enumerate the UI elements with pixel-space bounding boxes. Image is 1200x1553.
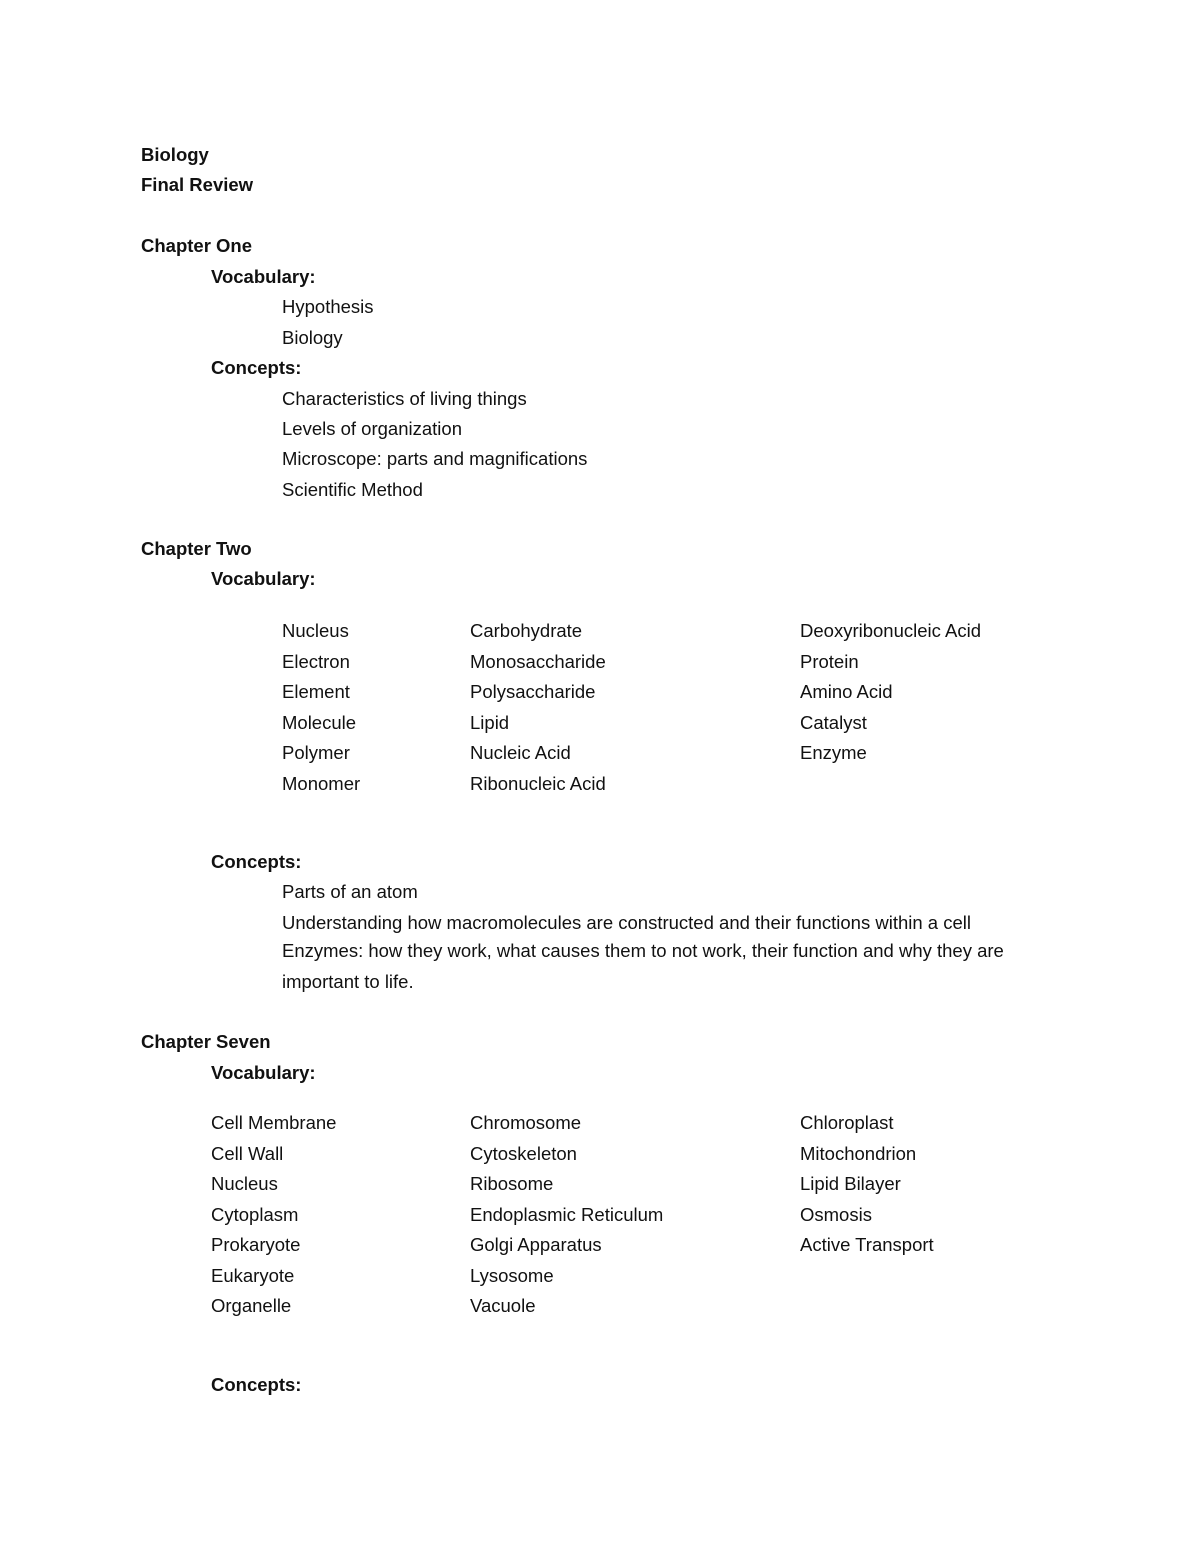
vocab-term: Active Transport [800,1234,934,1255]
vocab-term: Carbohydrate [470,620,583,641]
chapter-seven-vocab-column-2 [470,1114,663,1328]
vocab-term: Monosaccharide [470,650,606,672]
chapter-one-concept-item: Characteristics of living things [282,388,527,409]
chapter-seven-vocab-column-1 [211,1114,336,1328]
chapter-two-concept-item: Parts of an atom [282,881,418,902]
vocab-term: Eukaryote [211,1264,295,1286]
vocab-term: Chromosome [470,1112,582,1133]
vocab-term: Nucleus [211,1173,278,1194]
vocab-term: Catalyst [800,711,867,733]
document-subtitle: Final Review [141,174,254,195]
chapter-one-concept-item: Levels of organization [282,418,462,439]
chapter-two-concept-item: Understanding how macromolecules are constructed and their functions within a cell [282,912,971,933]
vocab-term: Organelle [211,1295,292,1316]
chapter-two-heading: Chapter Two [141,538,252,559]
chapter-one-heading: Chapter One [141,235,253,256]
vocab-term: Polymer [282,742,350,763]
chapter-one-concept-item: Scientific Method [282,479,423,500]
chapter-seven-concepts-heading: Concepts: [211,1374,302,1395]
chapter-two-vocab-column-3 [800,622,981,775]
vocab-term: Ribosome [470,1173,554,1194]
vocab-term: Lysosome [470,1264,554,1286]
chapter-two-vocab-column-2 [470,622,606,805]
vocab-term: Deoxyribonucleic Acid [800,620,981,641]
chapter-one-vocab-item: Hypothesis [282,296,374,317]
vocab-term: Mitochondrion [800,1142,917,1164]
vocab-term: Cell Membrane [211,1112,337,1133]
chapter-seven-heading: Chapter Seven [141,1031,271,1052]
vocab-term: Element [282,681,350,702]
vocab-term: Nucleic Acid [470,742,571,763]
vocab-term: Golgi Apparatus [470,1234,602,1255]
vocab-term: Protein [800,650,859,672]
vocab-term: Electron [282,650,350,672]
chapter-two-concept-item: Enzymes: how they work, what causes them to not work, their function and why they are important to life. [282,940,1004,992]
vocab-term: Nucleus [282,620,349,641]
vocab-term: Monomer [282,772,361,794]
chapter-two-vocab-column-1 [282,622,360,805]
chapter-two-vocab-heading: Vocabulary: [211,568,316,589]
document-title: Biology [141,144,209,165]
vocab-term: Vacuole [470,1295,536,1316]
vocab-term: Cytoskeleton [470,1142,577,1164]
vocab-term: Chloroplast [800,1112,894,1133]
vocab-term: Molecule [282,711,357,733]
vocab-term: Lipid [470,711,510,733]
chapter-seven-vocab-column-3 [800,1114,934,1267]
chapter-one-concepts-heading: Concepts: [211,357,302,378]
vocab-term: Endoplasmic Reticulum [470,1203,664,1225]
chapter-seven-vocab-heading: Vocabulary: [211,1062,316,1083]
vocab-term: Amino Acid [800,681,893,702]
vocab-term: Ribonucleic Acid [470,772,606,794]
vocab-term: Prokaryote [211,1234,301,1255]
chapter-one-vocab-heading: Vocabulary: [211,266,316,287]
chapter-one-vocab-item: Biology [282,327,343,348]
vocab-term: Cell Wall [211,1142,284,1164]
vocab-term: Enzyme [800,742,867,763]
vocab-term: Osmosis [800,1203,872,1225]
vocab-term: Polysaccharide [470,681,596,702]
chapter-two-concepts-heading: Concepts: [211,851,302,872]
chapter-one-concept-item: Microscope: parts and magnifications [282,448,588,469]
vocab-term: Cytoplasm [211,1203,299,1225]
vocab-term: Lipid Bilayer [800,1173,901,1194]
